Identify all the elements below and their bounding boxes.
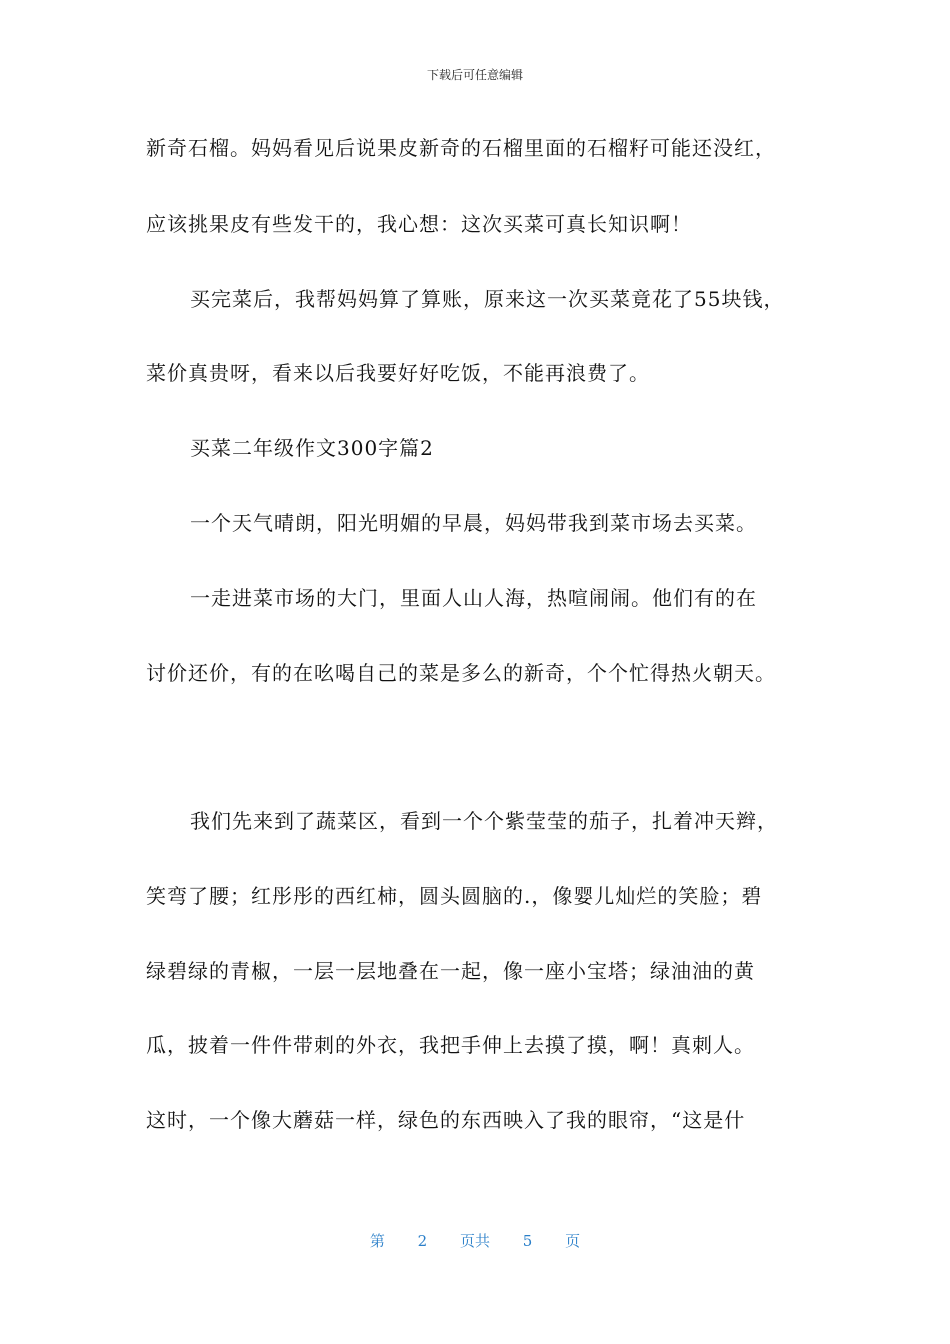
body-line: 新奇石榴。妈妈看见后说果皮新奇的石榴里面的石榴籽可能还没红，	[146, 136, 776, 160]
body-line: 这时，一个像大蘑菇一样，绿色的东西映入了我的眼帘，“这是什	[146, 1108, 746, 1132]
body-line: 瓜，披着一件件带刺的外衣，我把手伸上去摸了摸，啊！真刺人。	[146, 1033, 755, 1057]
page-header: 下载后可任意编辑	[426, 68, 523, 82]
body-line: 菜价真贵呀，看来以后我要好好吃饭，不能再浪费了。	[146, 361, 650, 385]
body-line: 买完菜后，我帮妈妈算了算账，原来这一次买菜竟花了55块钱，	[190, 287, 785, 311]
footer-page-number: 2	[417, 1232, 428, 1250]
section-heading: 买菜二年级作文300字篇2	[190, 436, 434, 460]
body-line: 一走进菜市场的大门，里面人山人海，热喧闹闹。他们有的在	[190, 586, 757, 610]
footer-total-pages: 5	[522, 1232, 533, 1250]
footer-end-label: 页	[565, 1232, 581, 1250]
body-line: 讨价还价，有的在吆喝自己的菜是多么的新奇，个个忙得热火朝天。	[146, 661, 776, 685]
footer-page-label: 第	[369, 1232, 385, 1250]
page-footer	[0, 1230, 950, 1251]
body-line: 我们先来到了蔬菜区，看到一个个紫莹莹的茄子，扎着冲天辫，	[190, 809, 778, 833]
body-line: 笑弯了腰；红彤彤的西红柿，圆头圆脑的.，像婴儿灿烂的笑脸；碧	[146, 884, 763, 908]
body-line: 应该挑果皮有些发干的，我心想：这次买菜可真长知识啊！	[146, 212, 692, 236]
footer-middle-label: 页共	[459, 1232, 490, 1250]
body-line: 绿碧绿的青椒，一层一层地叠在一起，像一座小宝塔；绿油油的黄	[146, 959, 755, 983]
body-line: 一个天气晴朗，阳光明媚的早晨，妈妈带我到菜市场去买菜。	[190, 511, 757, 535]
